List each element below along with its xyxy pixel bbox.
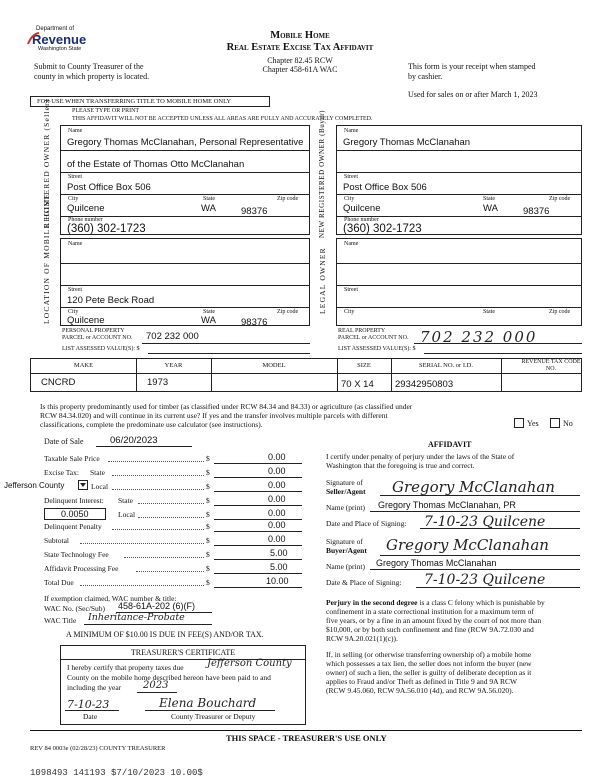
dor-logo (32, 26, 102, 54)
logo-line-revenue: Revenue (32, 32, 87, 47)
exemption-text: If exemption claimed, WAC number & title: (44, 594, 177, 603)
accept-notice: THIS AFFIDAVIT WILL NOT BE ACCEPTED UNLESS ALL AREAS ARE FULLY AND ACCURATELY COMPLETED. (72, 116, 373, 122)
seller-signature[interactable]: Gregory McClanahan (392, 478, 555, 496)
header-serial: SERIAL NO. or I.D. (419, 362, 473, 369)
seller-street[interactable]: Post Office Box 506 (67, 182, 151, 193)
buyer-phone[interactable]: (360) 302-1723 (343, 223, 422, 235)
buyer-zip[interactable]: 98376 (523, 206, 550, 217)
header-revenue-code: REVENUE TAX CODE NO. (521, 359, 581, 372)
certify-text-2: Washington that the foregoing is true and correct. (326, 461, 475, 470)
taxable-value[interactable]: 0.00 (268, 452, 286, 462)
minimum-due-text: A MINIMUM OF $10.00 IS DUE IN FEE(S) AND/OR TAX. (66, 630, 264, 639)
delinquent-interest-label: Delinquent Interest: (44, 496, 104, 505)
buyer-city[interactable]: Quilcene (343, 203, 381, 214)
rate-field[interactable]: 0.0050 (44, 508, 106, 520)
wac-title-value[interactable]: Inheritance-Probate (88, 612, 185, 623)
parcel1-label-2: PARCEL or ACCOUNT NO. (62, 335, 133, 341)
print-notice: PLEASE TYPE OR PRINT (72, 108, 140, 114)
wac-no-label: WAC No. (Sec/Sub) (44, 604, 106, 613)
seller-phone[interactable]: (360) 302-1723 (67, 223, 146, 235)
location-city[interactable]: Quilcene (67, 315, 105, 326)
total-label: Total Due (44, 578, 74, 587)
di-local-value[interactable]: 0.00 (268, 508, 286, 518)
buyer-side-label: NEW REGISTERED OWNER (Buyer) (318, 109, 326, 238)
penalty-label: Delinquent Penalty (44, 522, 102, 531)
seller-city[interactable]: Quilcene (67, 203, 105, 214)
buyer-print-name[interactable]: Gregory Thomas McClanahan (376, 558, 497, 568)
seller-side-label: REGISTERED OWNER (Seller) (42, 98, 51, 228)
seller-print-name[interactable]: Gregory Thomas McClanahan, PR (378, 500, 516, 510)
di-state-value[interactable]: 0.00 (268, 494, 286, 504)
logo-swoosh-icon (26, 32, 40, 46)
buyer-date-place[interactable]: 7-10-23 Quilcene (424, 572, 546, 588)
date-of-sale[interactable]: 06/20/2023 (110, 435, 158, 446)
treasurer-use-label: THIS SPACE - TREASURER'S USE ONLY (226, 733, 387, 743)
header-size: SIZE (357, 362, 371, 369)
subtotal-label: Subtotal (44, 536, 70, 545)
penalty-value[interactable]: 0.00 (268, 520, 286, 530)
wac-no-value[interactable]: 458-61A-202 (6)(F) (118, 601, 196, 611)
excise-local-value[interactable]: 0.00 (268, 480, 286, 490)
excise-state-value[interactable]: 0.00 (268, 466, 286, 476)
certify-text-1: I certify under penalty of perjury under the laws of the State of (326, 452, 515, 461)
timber-yes-label: Yes (527, 419, 539, 428)
header-model: MODEL (262, 362, 286, 369)
chapter-rcw: Chapter 82.45 RCW (267, 56, 333, 65)
treasurer-county[interactable]: Jefferson County (207, 658, 292, 669)
treasurer-use-divider (30, 730, 582, 731)
timber-text-2: RCW 84.34.020) and will continue in its current use? If yes and the transfer involves multiple parcels with different (40, 411, 388, 420)
legal-parcel-handwritten[interactable]: 702 232 000 (420, 328, 538, 346)
cell-make[interactable]: CNCRD (41, 377, 76, 388)
submit-text-2: county in which property is located. (34, 72, 150, 81)
affidavit-fee-value[interactable]: 5.00 (270, 562, 288, 572)
seller-box: Name Gregory Thomas McClanahan, Personal Representative of the Estate of Thomas Otto McClanahan Street Post Office Box 506 City State Zip code Quilcene WA 98376 Phone number (360) 302-1723 (60, 125, 310, 235)
legal-box: Name Street City State Zip code (336, 238, 582, 326)
tech-fee-label: State Technology Fee (44, 550, 109, 559)
treasurer-date[interactable]: 7-10-23 (67, 698, 110, 711)
location-side-label: LOCATION OF MOBILE HOME (42, 192, 51, 324)
date-of-sale-label: Date of Sale (44, 437, 84, 446)
submit-text-1: Submit to County Treasurer of the (34, 62, 144, 71)
location-parcel[interactable]: 702 232 000 (146, 331, 199, 342)
tech-fee-value[interactable]: 5.00 (270, 548, 288, 558)
legal-side-label: LEGAL OWNER (318, 247, 327, 314)
treasurer-signature[interactable]: Elena Bouchard (159, 696, 257, 710)
perjury-paragraph: Perjury in the second degree is a class C felony which is punishable by confinement in a state correctional institution for a maximum term of five years, or by a fine in an amount fixed by the court of not more than $10,000, or by both such confinement and fine (RCW 9A.72.030 and RCW 9A.20.021(1)(c)). (326, 598, 545, 643)
parcel2-label-1: REAL PROPERTY (338, 328, 386, 334)
buyer-state[interactable]: WA (483, 203, 498, 214)
header-year: YEAR (164, 362, 183, 369)
parcel2-label-2: PARCEL or ACCOUNT NO. (338, 335, 409, 341)
location-box: Name Street 120 Pete Beck Road City State Zip code Quilcene WA 98376 (60, 238, 310, 326)
mobile-home-table (30, 358, 582, 392)
header-make: MAKE (73, 362, 94, 369)
parcel1-label-1: PERSONAL PROPERTY (62, 328, 125, 334)
treasurer-year[interactable]: 2023 (143, 680, 169, 691)
cashier-stamp: 1098493 141193 $7/10/2023 10.00$ (30, 768, 203, 778)
seller-name-line1[interactable]: Gregory Thomas McClanahan, Personal Representative (67, 137, 304, 148)
location-zip[interactable]: 98376 (241, 317, 268, 328)
affidavit-fee-label: Affidavit Processing Fee (44, 564, 119, 573)
title-mobile-home: Mobile Home (270, 30, 330, 41)
chapter-wac: Chapter 458-61A WAC (262, 65, 338, 74)
wac-title-label: WAC Title (44, 616, 77, 625)
seller-date-place[interactable]: 7-10-23 Quilcene (424, 514, 546, 530)
affidavit-title: AFFIDAVIT (428, 440, 472, 449)
timber-no-label: No (563, 419, 573, 428)
form-title (200, 30, 400, 74)
treasurer-title: TREASURER'S CERTIFICATE (130, 648, 236, 657)
seller-zip[interactable]: 98376 (241, 206, 268, 217)
timber-text-3: classifications, complete the predominate use calculator (see instructions). (40, 420, 263, 429)
excise-label: Excise Tax: (44, 468, 79, 477)
timber-text-1: Is this property predominantly used for timber (as classified under RCW 84.34 and 84.33) or agriculture (as classified under (40, 402, 413, 411)
assessed-label-1: LIST ASSESSED VALUE(S): $ (62, 346, 140, 352)
receipt-text-2: by cashier. (408, 72, 443, 81)
subtotal-value[interactable]: 0.00 (268, 534, 286, 544)
location-state[interactable]: WA (201, 315, 216, 326)
cell-size[interactable]: 70 X 14 (341, 379, 374, 390)
title-affidavit: Real Estate Excise Tax Affidavit (226, 42, 374, 53)
assessed-label-2: LIST ASSESSED VALUE(S): $ (338, 346, 416, 352)
treasurer-certificate: TREASURER'S CERTIFICATE I hereby certify that property taxes due Jefferson County County on the mobile home described hereon have been paid to and including the year 2023 7-10-23 Elena Bouchard Date County Treasurer or Deputy (60, 645, 306, 725)
cell-year[interactable]: 1973 (147, 377, 169, 388)
timber-no-checkbox[interactable] (550, 418, 560, 428)
logo-line-dept: Department of (36, 26, 75, 32)
chevron-down-icon (79, 481, 87, 489)
sales-date-text: Used for sales on or after March 1, 2023 (408, 90, 538, 99)
seller-name-line2[interactable]: of the Estate of Thomas Otto McClanahan (67, 159, 245, 170)
taxable-label: Taxable Sale Price (44, 454, 100, 463)
timber-yes-checkbox[interactable] (514, 418, 524, 428)
transfer-notice: FOR USE WHEN TRANSFERRING TITLE TO MOBILE HOME ONLY (30, 96, 270, 107)
buyer-street[interactable]: Post Office Box 506 (343, 182, 427, 193)
buyer-box: Name Gregory Thomas McClanahan Street Post Office Box 506 City State Zip code Quilcene WA 98376 Phone number (360) 302-1723 (336, 125, 582, 235)
buyer-name[interactable]: Gregory Thomas McClanahan (343, 137, 471, 148)
total-value[interactable]: 10.00 (266, 576, 289, 586)
buyer-signature[interactable]: Gregory McClanahan (386, 536, 549, 554)
rev-number: REV 84 0003e (02/28/23) COUNTY TREASURER (30, 745, 166, 752)
receipt-text-1: This form is your receipt when stamped (408, 62, 536, 71)
tax-lien-paragraph: If, in selling (or otherwise transferring ownership of) a mobile home which possesses a tax lien, the seller does not inform the buyer (new owner) of such a lien, the seller is guilty of deliberate deception as it applies to Fraud and/or Theft as defined in Title 9 and 9A RCW (RCW 9.45.060, RCW 9A.56.010 (4d), and RCW 9A.56.020). (326, 650, 532, 695)
county-select[interactable]: Jefferson County (4, 481, 65, 490)
location-street[interactable]: 120 Pete Beck Road (67, 295, 155, 306)
county-dropdown-button[interactable] (78, 480, 88, 490)
logo-line-state: Washington State (38, 46, 82, 52)
seller-state[interactable]: WA (201, 203, 216, 214)
cell-serial[interactable]: 29342950803 (395, 379, 454, 390)
